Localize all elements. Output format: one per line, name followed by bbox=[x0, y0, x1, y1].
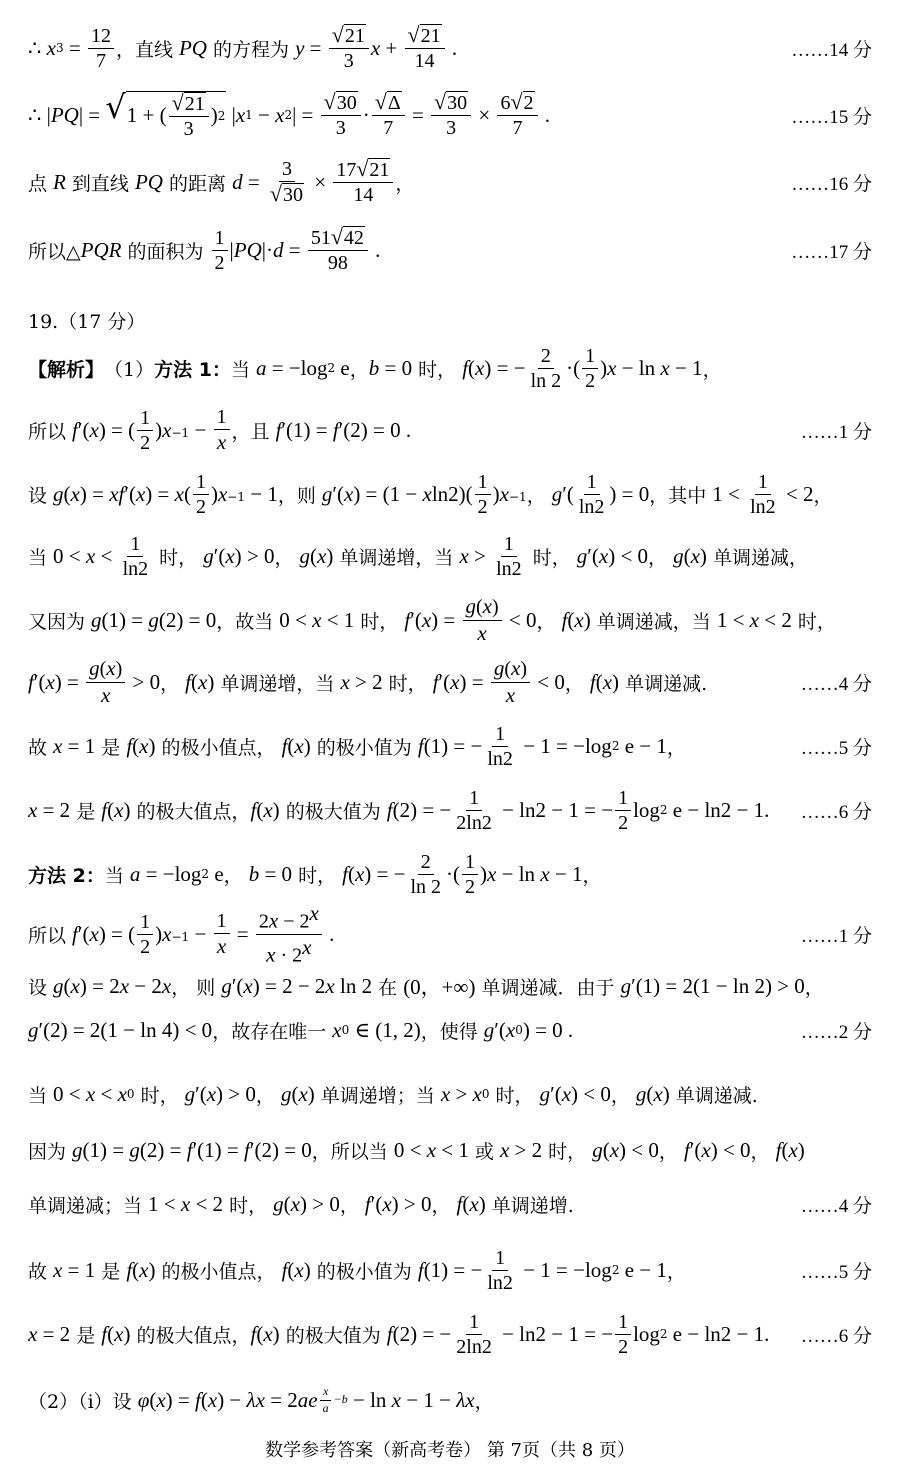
solution-line-14-math: 方法 2： 当 a = −log 2 e ， b = 0 时， f ( x ) = − $\frac{2}{\ln 2}$ ·( $\frac{1}{2}$ ) x − ln x − 1 ， bbox=[28, 850, 602, 898]
score-mark: ……6 分 bbox=[800, 1325, 872, 1347]
solution-line-12 bbox=[28, 718, 872, 774]
score-mark: ……2 分 bbox=[800, 1021, 872, 1043]
solution-line-18-math: 当 0 < x < x 0 时， g ′( x ) > 0 ， g ( x ) 单调递增；当 x > x 0 时， g ′( x ) < 0 ， g ( x ) 单调递减. bbox=[28, 1081, 758, 1107]
solution-line-11 bbox=[28, 654, 872, 710]
solution-line-16-math: 设 g ( x ) = 2 x − 2 x ， 则 g ′( x ) = 2 − 2 x ln 2 在 (0，+∞) 单调递减．由于 g ′(1) = 2(1 − ln 2) > 0 ， bbox=[28, 973, 824, 999]
solution-line-15-math: 所以 f ′( x ) = ( $\frac{1}{2}$ ) x−1 − $\frac{1}{x}$ = $\frac{2x - 2^x}{x \cdot 2^x}$ . bbox=[28, 901, 335, 967]
solution-line-4 bbox=[28, 220, 872, 280]
score-mark: ……16 分 bbox=[791, 173, 872, 195]
solution-line-4-math: 所以△ PQR 的面积为 $\frac{1}{2}$ | PQ |· d = 51 √ 42 98 . bbox=[28, 226, 381, 274]
solution-line-13-math: x = 2 是 f ( x ) 的极大值点， f ( x ) 的极大值为 f (2) = − $\frac{1}{2\ln 2}$ − ln2 − 1 = − $\frac{1}{2}$ log 2 e − ln2 − 1. bbox=[28, 786, 770, 834]
problem-19-heading bbox=[28, 304, 872, 336]
solution-line-10 bbox=[28, 592, 872, 648]
solution-line-16 bbox=[28, 968, 872, 1004]
solution-line-12-math: 故 x = 1 是 f ( x ) 的极小值点， f ( x ) 的极小值为 f (1) = − $\frac{1}{\ln 2}$ − 1 = −log 2 e − 1 ， bbox=[28, 722, 686, 770]
solution-line-7-math: 所以 f ′( x ) = ( $\frac{1}{2}$ ) x−1 − $\frac{1}{x}$ ，且 f ′(1) = f ′(2) = 0 . bbox=[28, 405, 412, 454]
solution-line-11-math: f ′( x ) = $\frac{g(x)}{x}$ > 0 ， f ( x ) 单调递增，当 x > 2 时， f ′( x ) = $\frac{g(x)}{x}$ < 0 ， f ( x ) 单调递减. bbox=[28, 657, 708, 707]
solution-line-9 bbox=[28, 528, 872, 584]
problem-number: 19.（17 分） bbox=[28, 310, 146, 333]
solution-line-14 bbox=[28, 846, 872, 902]
solution-line-9-math: 当 0 < x < $\frac{1}{\ln 2}$ 时， g ′( x ) > 0 ， g ( x ) 单调递增，当 x > $\frac{1}{\ln 2}$ 时， g ′( x ) < 0 ， g ( x ) 单调递减， bbox=[28, 532, 808, 580]
solution-line-23 bbox=[28, 1378, 872, 1422]
solution-line-7 bbox=[28, 402, 872, 458]
score-mark: ……4 分 bbox=[800, 1195, 872, 1217]
solution-line-18 bbox=[28, 1076, 872, 1112]
solution-line-6 bbox=[28, 340, 872, 396]
solution-line-21-math: 故 x = 1 是 f ( x ) 的极小值点， f ( x ) 的极小值为 f (1) = − $\frac{1}{\ln 2}$ − 1 = −log 2 e − 1 ， bbox=[28, 1246, 686, 1294]
score-mark: ……4 分 bbox=[800, 673, 872, 695]
solution-line-13 bbox=[28, 782, 872, 838]
solution-line-22-math: x = 2 是 f ( x ) 的极大值点， f ( x ) 的极大值为 f (2) = − $\frac{1}{2\ln 2}$ − ln2 − 1 = − $\frac{1}{2}$ log 2 e − ln2 − 1. bbox=[28, 1310, 770, 1358]
solution-line-19 bbox=[28, 1132, 872, 1168]
solution-line-17-math: g ′(2) = 2(1 − ln 4) < 0 ，故存在唯一 x 0 ∈ (1, 2) ，使得 g ′( x 0 ) = 0 . bbox=[28, 1017, 574, 1043]
solution-line-15 bbox=[28, 901, 872, 967]
score-mark: ……1 分 bbox=[800, 925, 872, 947]
solution-line-10-math: 又因为 g (1) = g (2) = 0 ，故当 0 < x < 1 时， f ′( x ) = $\frac{g(x)}{x}$ < 0 ， f ( x ) 单调递减，当 1 < x < 2 时， bbox=[28, 595, 836, 645]
solution-line-17 bbox=[28, 1012, 872, 1048]
solution-line-22 bbox=[28, 1306, 872, 1362]
score-mark: ……17 分 bbox=[791, 241, 872, 263]
solution-line-21 bbox=[28, 1242, 872, 1298]
solution-line-19-math: 因为 g (1) = g (2) = f ′(1) = f ′(2) = 0 ，所以当 0 < x < 1 或 x > 2 时， g ( x ) < 0 ， f ′( x ) < 0 ， f ( x ) bbox=[28, 1137, 805, 1163]
solution-line-2-math: ∴ | PQ | = √ 1 + ( √ 21 3 ) 2 | x 1 − x 2 | = √ 30 3 · √ Δ 7 = √ 30 3 × 6 √ 2 7 . bbox=[28, 90, 551, 140]
solution-line-8-math: 设 g ( x ) = xf ′( x ) = x ( $\frac{1}{2}$ ) x−1 − 1 ，则 g ′( x ) = (1 − x ln2)( $\frac{1}{2}$ ) x−1 ， g ′( $\frac{1}{\ln 2}$ ) = 0 ，其中 1 < $\frac{1}{\ln 2}$ < 2 ， bbox=[28, 470, 833, 518]
solution-line-20-math: 单调递减；当 1 < x < 2 时， g ( x ) > 0 ， f ′( x ) > 0 ， f ( x ) 单调递增. bbox=[28, 1191, 574, 1217]
score-mark: ……14 分 bbox=[791, 39, 872, 61]
solution-line-1 bbox=[28, 20, 872, 76]
solution-line-8 bbox=[28, 466, 872, 522]
solution-line-2 bbox=[28, 84, 872, 146]
page-footer: 数学参考答案（新高考卷） 第 7页（共 8 页） bbox=[265, 1440, 635, 1461]
score-mark: ……1 分 bbox=[800, 421, 872, 443]
solution-line-20 bbox=[28, 1186, 872, 1222]
score-mark: ……5 分 bbox=[800, 737, 872, 759]
solution-line-23-math: （2）（i）设 φ ( x ) = f ( x ) − λx = 2 a e $\frac{x}{a}$ −b − ln x − 1 − λx ， bbox=[28, 1385, 494, 1415]
score-mark: ……5 分 bbox=[800, 1261, 872, 1283]
score-mark: ……15 分 bbox=[791, 106, 872, 128]
solution-line-3 bbox=[28, 152, 872, 212]
solution-line-3-math: 点 R 到直线 PQ 的距离 d = 3 √ 30 × 17 √ 21 14 ， bbox=[28, 158, 415, 206]
score-mark: ……6 分 bbox=[800, 801, 872, 823]
solution-line-6-math: 【解析】 （1） 方法 1： 当 a = −log 2 e ， b = 0 时， f ( x ) = − $\frac{2}{\ln 2}$ ·( $\frac{1}{2}$ ) x − ln x − 1 ， bbox=[28, 344, 722, 392]
solution-line-1-math: ∴ x 3 = $\frac{12}{7}$ ，直线 PQ 的方程为 y = √ 21 3 x + √ 21 14 . bbox=[28, 24, 458, 72]
